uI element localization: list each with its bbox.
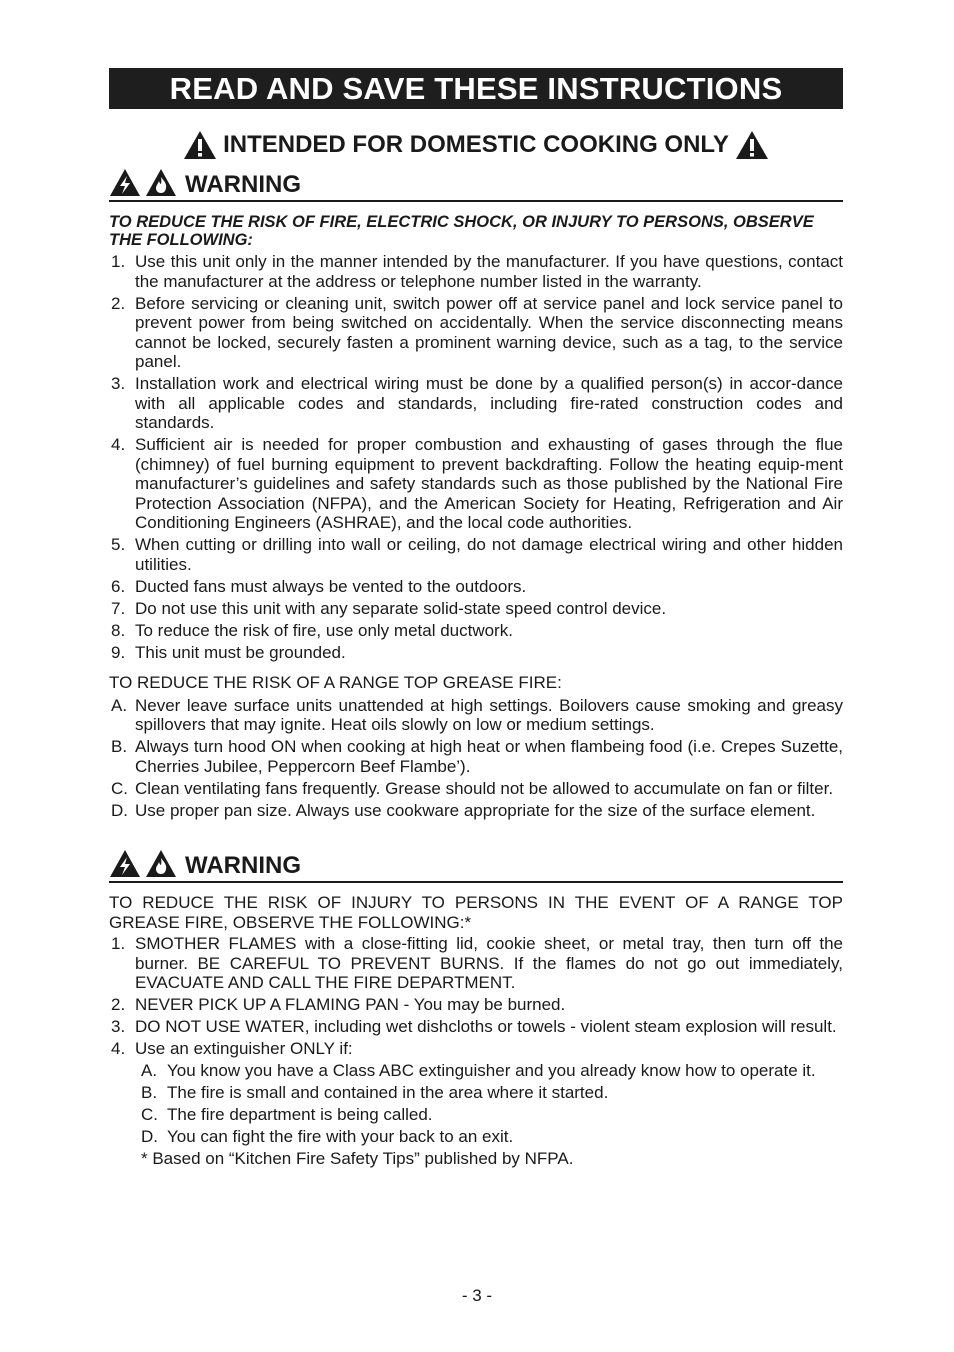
electric-shock-icon — [109, 849, 141, 878]
list-item: 2. Before servicing or cleaning unit, switch power off at service panel and lock service panel to prevent power from being switched on accidentally. When the service disconnecting means cannot be locked, securely fasten a prominent warning device, such as a tag, to the service panel. — [111, 293, 843, 371]
list-item: 1. SMOTHER FLAMES with a close-fitting lid, cookie sheet, or metal tray, then turn off the burner. BE CAREFUL TO PREVENT BURNS. If the flames do not go out immediately, EVACUATE AND CALL THE FIRE DEPARTMENT. — [111, 934, 843, 992]
list-item: A. You know you have a Class ABC extinguisher and you already know how to operate it. — [141, 1061, 816, 1080]
electric-shock-icon — [109, 168, 141, 197]
list-item: D. You can fight the fire with your back to an exit. — [141, 1127, 514, 1146]
page-number: - 3 - — [461, 1286, 493, 1305]
fire-hazard-icon — [145, 168, 177, 197]
manual-page — [109, 68, 843, 1169]
list-item: 7. Do not use this unit with any separate solid-state speed control device. — [111, 598, 667, 618]
list-item: 3. DO NOT USE WATER, including wet dishcloths or towels - violent steam explosion will result. — [111, 1017, 837, 1036]
grease-fire-list — [109, 696, 843, 821]
grease-fire-intro: TO REDUCE THE RISK OF A RANGE TOP GREASE FIRE: — [109, 673, 562, 692]
list-item: 2. NEVER PICK UP A FLAMING PAN - You may be burned. — [111, 995, 566, 1014]
list-item: 6. Ducted fans must always be vented to the outdoors. — [111, 576, 527, 596]
list-item: 1. Use this unit only in the manner intended by the manufacturer. If you have questions, contact the manufacturer at the address or telephone number listed in the warranty. — [111, 252, 843, 291]
list-item: 4. Sufficient air is needed for proper combustion and exhausting of gases through the flue (chimney) of fuel burning equipment to prevent backdrafting. Follow the heating equip-ment manufacturer’s guidelines and safety standards such as those published by the National Fire Protection Association (NFPA), and the American Society for Heating, Refrigeration and Air Conditioning Engineers (ASHRAE), and the local code authorities. — [111, 435, 843, 532]
fire-hazard-icon — [145, 849, 177, 878]
warning-triangle-icon — [735, 130, 769, 160]
list-item: 4. Use an extinguisher ONLY if: — [111, 1039, 353, 1058]
extinguisher-conditions-list — [109, 1061, 843, 1147]
list-item: C. Clean ventilating fans frequently. Grease should not be allowed to accumulate on fan or filter. — [111, 778, 834, 798]
list-item: D. Use proper pan size. Always use cookware appropriate for the size of the surface element. — [111, 800, 816, 820]
intended-use-heading — [109, 128, 843, 162]
list-item: 3. Installation work and electrical wiring must be done by a qualified person(s) in accor-dance with all applicable codes and standards, including fire-rated construction codes and standards. — [111, 374, 843, 432]
safety-list — [109, 252, 843, 662]
warning-title: WARNING — [185, 852, 301, 879]
intended-use-text: INTENDED FOR DOMESTIC COOKING ONLY — [223, 131, 729, 158]
warning-title: WARNING — [185, 171, 301, 198]
grease-fire-response-list — [109, 934, 843, 1059]
list-item: 9. This unit must be grounded. — [111, 642, 346, 662]
list-item: B. The fire is small and contained in the area where it started. — [141, 1083, 609, 1102]
grease-fire-injury-intro: TO REDUCE THE RISK OF INJURY TO PERSONS IN THE EVENT OF A RANGE TOP GREASE FIRE, OBSERVE THE FOLLOWING:* — [109, 893, 843, 932]
list-item: C. The fire department is being called. — [141, 1105, 433, 1124]
list-item: 8. To reduce the risk of fire, use only metal ductwork. — [111, 620, 513, 640]
banner-title: READ AND SAVE THESE INSTRUCTIONS — [169, 70, 783, 106]
warning-subhead: TO REDUCE THE RISK OF FIRE, ELECTRIC SHOCK, OR INJURY TO PERSONS, OBSERVE THE FOLLOWING: — [109, 213, 814, 249]
warning-triangle-icon — [183, 130, 217, 160]
instructions-banner — [109, 68, 843, 109]
warning-heading-2 — [109, 846, 843, 883]
source-note: * Based on “Kitchen Fire Safety Tips” published by NFPA. — [141, 1149, 574, 1168]
list-item: 5. When cutting or drilling into wall or ceiling, do not damage electrical wiring and other hidden utilities. — [111, 535, 843, 574]
list-item: B. Always turn hood ON when cooking at high heat or when flambeing food (i.e. Crepes Suzette, Cherries Jubilee, Peppercorn Beef Flambe’). — [111, 737, 843, 776]
list-item: A. Never leave surface units unattended at high settings. Boilovers cause smoking and greasy spillovers that may ignite. Heat oils slowly on low or medium settings. — [111, 695, 843, 734]
warning-heading-1 — [109, 165, 843, 202]
